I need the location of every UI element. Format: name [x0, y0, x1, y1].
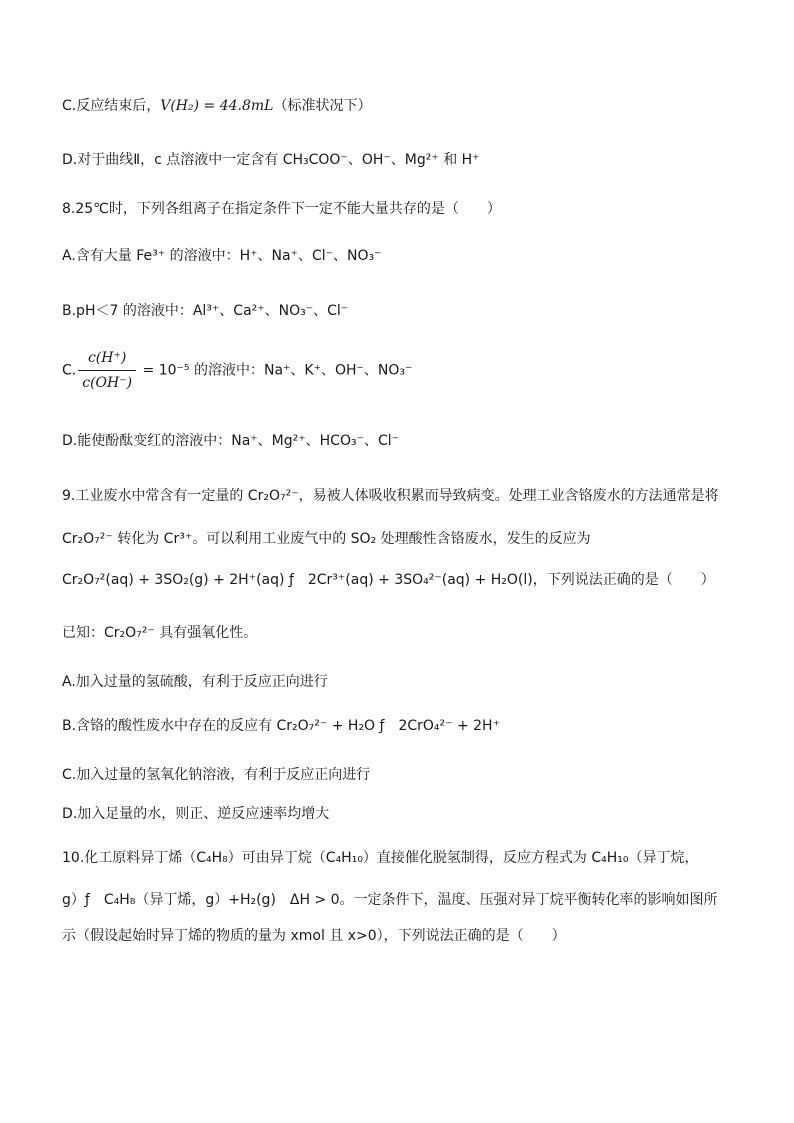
q9-stem-line3: Cr₂O₇²(aq) + 3SO₂(g) + 2H⁺(aq) ƒ 2Cr³⁺(aq) + 3SO₄²⁻(aq) + H₂O(l)，下列说法正确的是（ ）	[62, 572, 715, 588]
q8-option-c-numerator: c(H⁺)	[78, 348, 136, 371]
q8-option-a: A.含有大量 Fe³⁺ 的溶液中：H⁺、Na⁺、Cl⁻、NO₃⁻	[62, 248, 382, 264]
q7-option-c-suffix: （标准状况下）	[273, 98, 372, 114]
q10-stem-line3: 示（假设起始时异丁烯的物质的量为 xmol 且 x>0），下列说法正确的是（ ）	[62, 928, 566, 944]
q8-option-d: D.能使酚酞变红的溶液中：Na⁺、Mg²⁺、HCO₃⁻、Cl⁻	[62, 433, 400, 449]
q8-option-c-denominator: c(OH⁻)	[82, 375, 133, 391]
q7-option-c-prefix: C.反应结束后，	[62, 98, 161, 114]
q8-option-c-text: = 10⁻⁵ 的溶液中：Na⁺、K⁺、OH⁻、NO₃⁻	[138, 362, 413, 379]
q10-stem-line2: g）ƒ C₄H₈（异丁烯，g）+H₂(g) ΔH > 0。一定条件下，温度、压强对异丁烷平衡转化率的影响如图所	[62, 892, 718, 908]
q7-option-c-formula: V(H₂) = 44.8mL	[160, 98, 274, 114]
q8-option-c-fraction	[78, 348, 136, 393]
q9-option-c: C.加入过量的氢氧化钠溶液，有利于反应正向进行	[62, 767, 371, 783]
q8-option-b: B.pH＜7 的溶液中：Al³⁺、Ca²⁺、NO₃⁻、Cl⁻	[62, 303, 349, 319]
q8-option-c	[62, 348, 412, 393]
q9-stem-line2: Cr₂O₇²⁻ 转化为 Cr³⁺。可以利用工业废气中的 SO₂ 处理酸性含铬废水，发生的反应为	[62, 531, 591, 547]
q9-known: 已知：Cr₂O₇²⁻ 具有强氧化性。	[62, 625, 258, 641]
q7-option-c	[62, 96, 371, 116]
q8-option-c-label: C.	[62, 362, 77, 379]
q7-option-d: D.对于曲线Ⅱ，c 点溶液中一定含有 CH₃COO⁻、OH⁻、Mg²⁺ 和 H⁺	[62, 152, 480, 168]
q9-option-d: D.加入足量的水，则正、逆反应速率均增大	[62, 806, 330, 822]
q10-stem-line1: 10.化工原料异丁烯（C₄H₈）可由异丁烷（C₄H₁₀）直接催化脱氢制得，反应方程式为 C₄H₁₀（异丁烷，	[62, 850, 699, 866]
q9-option-a: A.加入过量的氢硫酸，有利于反应正向进行	[62, 674, 328, 690]
q8-stem: 8.25℃时，下列各组离子在指定条件下一定不能大量共存的是（ ）	[62, 201, 501, 217]
q9-option-b: B.含铬的酸性废水中存在的反应有 Cr₂O₇²⁻ + H₂O ƒ 2CrO₄²⁻ + 2H⁺	[62, 718, 500, 734]
q9-stem-line1: 9.工业废水中常含有一定量的 Cr₂O₇²⁻，易被人体吸收积累而导致病变。处理工业含铬废水的方法通常是将	[62, 488, 719, 504]
